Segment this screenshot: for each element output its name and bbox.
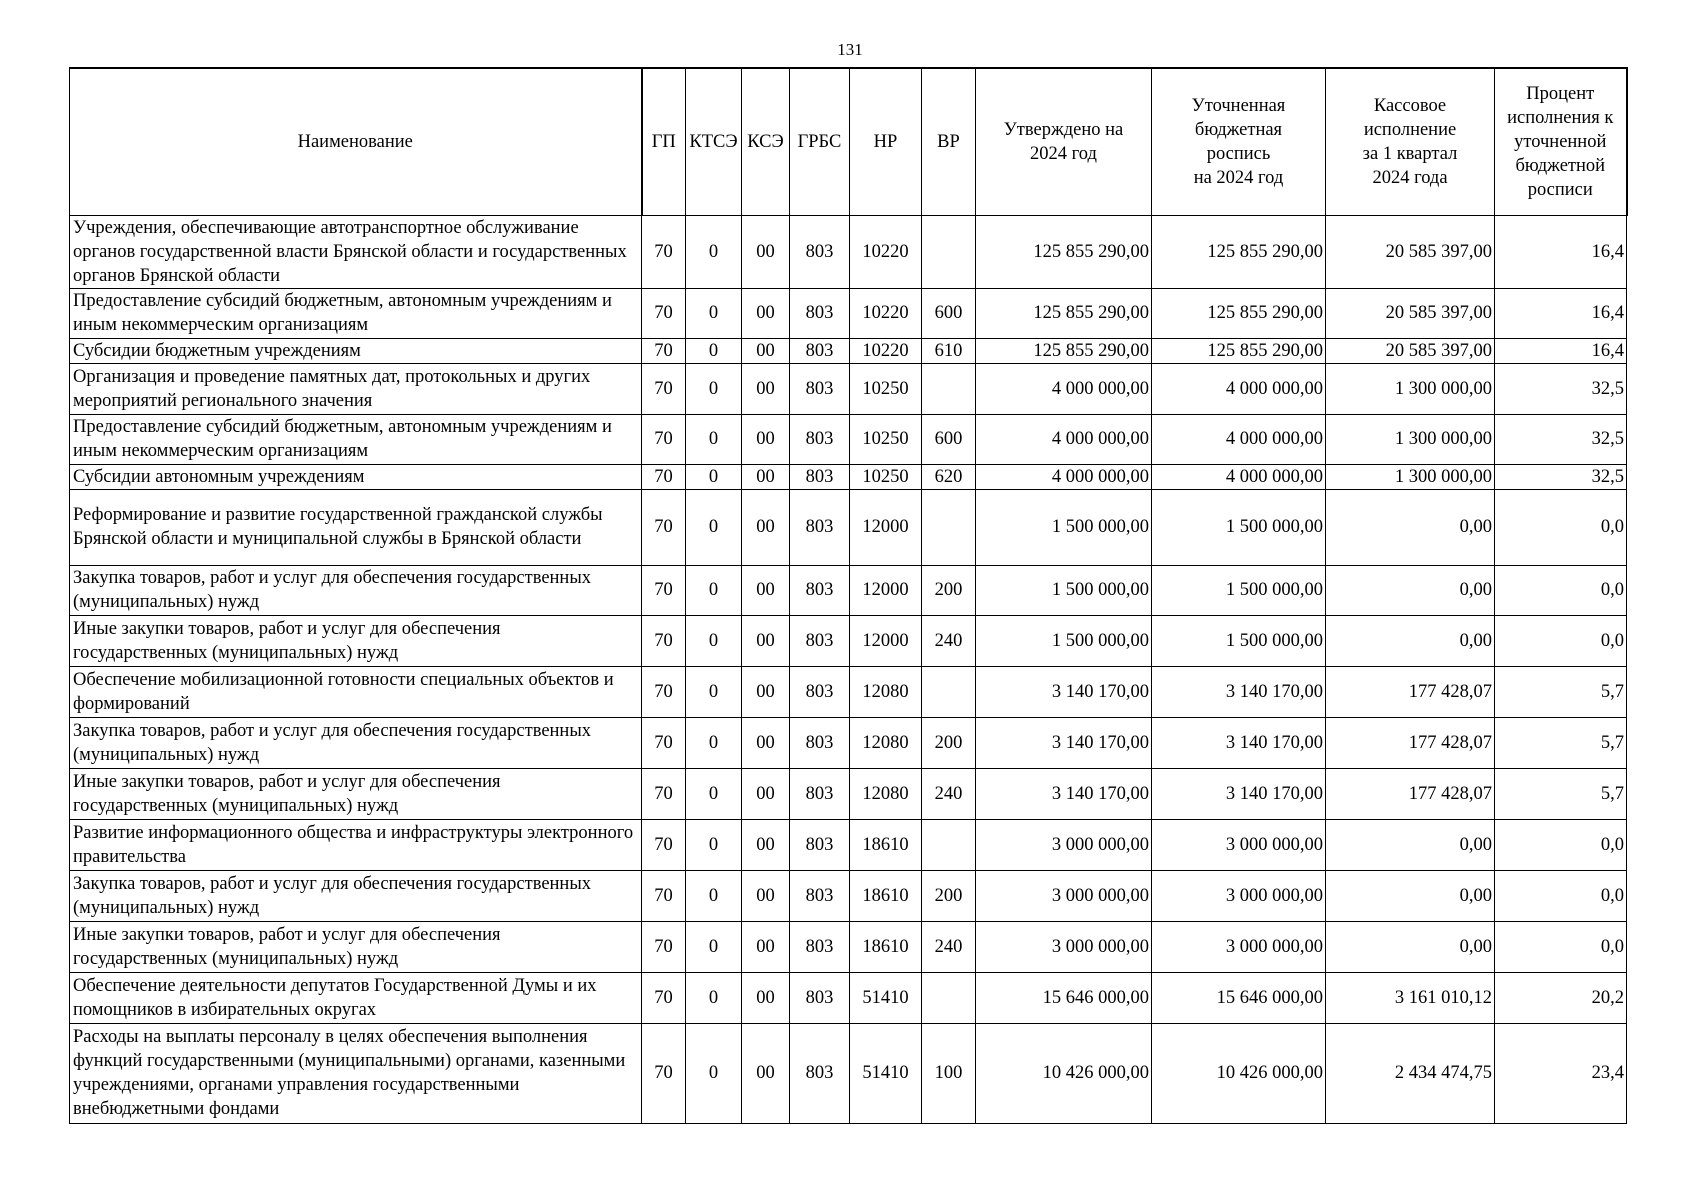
table-row xyxy=(70,666,1627,717)
cell-percent: 32,5 xyxy=(1495,363,1627,414)
table-row xyxy=(70,565,1627,615)
cell-vr xyxy=(922,489,976,565)
cell-np: 51410 xyxy=(850,972,922,1023)
cell-grbs: 803 xyxy=(790,768,850,819)
cell-ktse: 0 xyxy=(686,215,742,288)
cell-vr xyxy=(922,666,976,717)
cell-refined: 125 855 290,00 xyxy=(1152,288,1326,338)
header-vr: ВР xyxy=(922,68,976,215)
cell-kse: 00 xyxy=(742,870,790,921)
header-percent-line: исполнения к xyxy=(1507,107,1614,128)
cell-kse: 00 xyxy=(742,717,790,768)
table-row xyxy=(70,819,1627,870)
cell-vr: 240 xyxy=(922,921,976,972)
cell-kse: 00 xyxy=(742,819,790,870)
table-row xyxy=(70,921,1627,972)
cell-gp: 70 xyxy=(642,1023,686,1123)
header-percent xyxy=(1495,68,1627,215)
cell-grbs: 803 xyxy=(790,464,850,489)
header-refined-line: роспись xyxy=(1206,143,1271,164)
cell-vr xyxy=(922,215,976,288)
table-row xyxy=(70,717,1627,768)
table-row xyxy=(70,489,1627,565)
cell-approved: 10 426 000,00 xyxy=(976,1023,1152,1123)
cell-np: 10220 xyxy=(850,338,922,363)
cell-cash: 1 300 000,00 xyxy=(1326,414,1495,464)
cell-ktse: 0 xyxy=(686,768,742,819)
cell-refined: 3 140 170,00 xyxy=(1152,717,1326,768)
table-row xyxy=(70,363,1627,414)
cell-vr xyxy=(922,819,976,870)
table-row xyxy=(70,338,1627,363)
cell-grbs: 803 xyxy=(790,489,850,565)
cell-cash: 0,00 xyxy=(1326,921,1495,972)
cell-refined: 4 000 000,00 xyxy=(1152,464,1326,489)
cell-grbs: 803 xyxy=(790,1023,850,1123)
cell-approved: 3 140 170,00 xyxy=(976,717,1152,768)
cell-cash: 177 428,07 xyxy=(1326,717,1495,768)
table-row xyxy=(70,414,1627,464)
header-refined-line: на 2024 год xyxy=(1193,167,1284,188)
cell-ktse: 0 xyxy=(686,338,742,363)
cell-name: Развитие информационного общества и инфраструктуры электронного правительства xyxy=(70,819,642,870)
cell-percent: 32,5 xyxy=(1495,464,1627,489)
cell-approved: 4 000 000,00 xyxy=(976,464,1152,489)
cell-percent: 5,7 xyxy=(1495,666,1627,717)
header-percent-line: уточненной xyxy=(1514,131,1607,152)
cell-percent: 0,0 xyxy=(1495,565,1627,615)
cell-ktse: 0 xyxy=(686,565,742,615)
cell-name: Обеспечение деятельности депутатов Государственной Думы и их помощников в избирательных округах xyxy=(70,972,642,1023)
cell-approved: 3 000 000,00 xyxy=(976,921,1152,972)
cell-cash: 20 585 397,00 xyxy=(1326,215,1495,288)
cell-grbs: 803 xyxy=(790,615,850,666)
cell-np: 18610 xyxy=(850,819,922,870)
cell-kse: 00 xyxy=(742,666,790,717)
cell-refined: 1 500 000,00 xyxy=(1152,615,1326,666)
table-row xyxy=(70,215,1627,288)
cell-name: Субсидии автономным учреждениям xyxy=(70,464,642,489)
header-approved-line: Утверждено на xyxy=(1003,119,1124,140)
cell-approved: 3 140 170,00 xyxy=(976,666,1152,717)
cell-cash: 0,00 xyxy=(1326,565,1495,615)
cell-grbs: 803 xyxy=(790,363,850,414)
cell-grbs: 803 xyxy=(790,870,850,921)
cell-name: Организация и проведение памятных дат, протокольных и других мероприятий регионального значения xyxy=(70,363,642,414)
table-row xyxy=(70,972,1627,1023)
header-percent-line: Процент xyxy=(1526,83,1595,104)
cell-kse: 00 xyxy=(742,921,790,972)
cell-kse: 00 xyxy=(742,215,790,288)
cell-approved: 4 000 000,00 xyxy=(976,363,1152,414)
cell-gp: 70 xyxy=(642,666,686,717)
cell-np: 18610 xyxy=(850,921,922,972)
cell-gp: 70 xyxy=(642,414,686,464)
cell-percent: 5,7 xyxy=(1495,717,1627,768)
cell-vr xyxy=(922,363,976,414)
cell-name: Иные закупки товаров, работ и услуг для обеспечения государственных (муниципальных) нужд xyxy=(70,615,642,666)
cell-refined: 4 000 000,00 xyxy=(1152,363,1326,414)
cell-gp: 70 xyxy=(642,215,686,288)
header-approved-line: 2024 год xyxy=(1030,143,1097,164)
cell-kse: 00 xyxy=(742,768,790,819)
cell-grbs: 803 xyxy=(790,288,850,338)
cell-vr: 600 xyxy=(922,288,976,338)
table-row xyxy=(70,464,1627,489)
cell-grbs: 803 xyxy=(790,565,850,615)
cell-np: 10250 xyxy=(850,414,922,464)
cell-cash: 0,00 xyxy=(1326,819,1495,870)
cell-cash: 0,00 xyxy=(1326,615,1495,666)
cell-percent: 16,4 xyxy=(1495,288,1627,338)
cell-np: 10220 xyxy=(850,215,922,288)
cell-np: 12000 xyxy=(850,565,922,615)
cell-percent: 16,4 xyxy=(1495,215,1627,288)
cell-refined: 3 000 000,00 xyxy=(1152,819,1326,870)
cell-percent: 20,2 xyxy=(1495,972,1627,1023)
cell-grbs: 803 xyxy=(790,215,850,288)
cell-ktse: 0 xyxy=(686,1023,742,1123)
budget-table xyxy=(69,67,1628,1124)
cell-refined: 3 000 000,00 xyxy=(1152,870,1326,921)
cell-ktse: 0 xyxy=(686,288,742,338)
header-cash xyxy=(1326,68,1495,215)
cell-refined: 10 426 000,00 xyxy=(1152,1023,1326,1123)
header-refined-line: бюджетная xyxy=(1194,119,1283,140)
cell-name: Предоставление субсидий бюджетным, автономным учреждениям и иным некоммерческим организациям xyxy=(70,288,642,338)
cell-approved: 125 855 290,00 xyxy=(976,338,1152,363)
cell-vr: 200 xyxy=(922,717,976,768)
table-row xyxy=(70,1023,1627,1123)
cell-grbs: 803 xyxy=(790,717,850,768)
cell-name: Реформирование и развитие государственной гражданской службы Брянской области и муниципальной службы в Брянской области xyxy=(70,489,642,565)
header-gp: ГП xyxy=(642,68,686,215)
cell-refined: 1 500 000,00 xyxy=(1152,489,1326,565)
cell-grbs: 803 xyxy=(790,338,850,363)
cell-cash: 177 428,07 xyxy=(1326,666,1495,717)
cell-ktse: 0 xyxy=(686,363,742,414)
cell-kse: 00 xyxy=(742,414,790,464)
cell-approved: 3 140 170,00 xyxy=(976,768,1152,819)
cell-kse: 00 xyxy=(742,615,790,666)
table-row xyxy=(70,615,1627,666)
table-row xyxy=(70,768,1627,819)
cell-gp: 70 xyxy=(642,870,686,921)
cell-vr: 240 xyxy=(922,768,976,819)
table-row xyxy=(70,870,1627,921)
cell-kse: 00 xyxy=(742,288,790,338)
cell-percent: 0,0 xyxy=(1495,819,1627,870)
cell-kse: 00 xyxy=(742,565,790,615)
cell-kse: 00 xyxy=(742,1023,790,1123)
cell-cash: 177 428,07 xyxy=(1326,768,1495,819)
header-cash-line: за 1 квартал xyxy=(1362,143,1458,164)
cell-vr: 100 xyxy=(922,1023,976,1123)
cell-gp: 70 xyxy=(642,288,686,338)
cell-kse: 00 xyxy=(742,464,790,489)
cell-approved: 125 855 290,00 xyxy=(976,288,1152,338)
table-row xyxy=(70,288,1627,338)
cell-cash: 0,00 xyxy=(1326,870,1495,921)
cell-ktse: 0 xyxy=(686,870,742,921)
cell-gp: 70 xyxy=(642,363,686,414)
cell-cash: 20 585 397,00 xyxy=(1326,288,1495,338)
cell-kse: 00 xyxy=(742,972,790,1023)
cell-np: 18610 xyxy=(850,870,922,921)
cell-refined: 1 500 000,00 xyxy=(1152,565,1326,615)
cell-refined: 125 855 290,00 xyxy=(1152,215,1326,288)
cell-refined: 4 000 000,00 xyxy=(1152,414,1326,464)
cell-gp: 70 xyxy=(642,565,686,615)
cell-approved: 3 000 000,00 xyxy=(976,819,1152,870)
cell-percent: 0,0 xyxy=(1495,870,1627,921)
cell-refined: 3 140 170,00 xyxy=(1152,768,1326,819)
cell-cash: 2 434 474,75 xyxy=(1326,1023,1495,1123)
cell-ktse: 0 xyxy=(686,464,742,489)
cell-percent: 23,4 xyxy=(1495,1023,1627,1123)
page-number: 131 xyxy=(837,40,863,59)
cell-gp: 70 xyxy=(642,464,686,489)
cell-refined: 3 140 170,00 xyxy=(1152,666,1326,717)
cell-name: Расходы на выплаты персоналу в целях обеспечения выполнения функций государственными (муниципальными) органами, казенными учреждениями, органами управления государственными внебюджетными фондами xyxy=(70,1023,642,1123)
cell-ktse: 0 xyxy=(686,921,742,972)
cell-name: Субсидии бюджетным учреждениям xyxy=(70,338,642,363)
cell-gp: 70 xyxy=(642,819,686,870)
cell-vr: 610 xyxy=(922,338,976,363)
cell-gp: 70 xyxy=(642,717,686,768)
cell-grbs: 803 xyxy=(790,921,850,972)
cell-cash: 0,00 xyxy=(1326,489,1495,565)
cell-kse: 00 xyxy=(742,338,790,363)
cell-grbs: 803 xyxy=(790,972,850,1023)
cell-np: 12080 xyxy=(850,666,922,717)
cell-name: Иные закупки товаров, работ и услуг для обеспечения государственных (муниципальных) нужд xyxy=(70,921,642,972)
cell-name: Закупка товаров, работ и услуг для обеспечения государственных (муниципальных) нужд xyxy=(70,565,642,615)
cell-refined: 125 855 290,00 xyxy=(1152,338,1326,363)
cell-grbs: 803 xyxy=(790,819,850,870)
cell-gp: 70 xyxy=(642,489,686,565)
cell-np: 10250 xyxy=(850,464,922,489)
cell-np: 12000 xyxy=(850,489,922,565)
cell-approved: 3 000 000,00 xyxy=(976,870,1152,921)
cell-vr: 600 xyxy=(922,414,976,464)
cell-ktse: 0 xyxy=(686,819,742,870)
cell-grbs: 803 xyxy=(790,666,850,717)
cell-vr xyxy=(922,972,976,1023)
cell-np: 10250 xyxy=(850,363,922,414)
header-cash-line: 2024 года xyxy=(1372,167,1448,188)
cell-percent: 0,0 xyxy=(1495,921,1627,972)
header-np: НР xyxy=(850,68,922,215)
header-kse: КСЭ xyxy=(742,68,790,215)
cell-name: Закупка товаров, работ и услуг для обеспечения государственных (муниципальных) нужд xyxy=(70,870,642,921)
cell-vr: 200 xyxy=(922,565,976,615)
header-grbs: ГРБС xyxy=(790,68,850,215)
cell-refined: 3 000 000,00 xyxy=(1152,921,1326,972)
header-refined-line: Уточненная xyxy=(1191,95,1286,116)
cell-cash: 1 300 000,00 xyxy=(1326,464,1495,489)
cell-approved: 15 646 000,00 xyxy=(976,972,1152,1023)
cell-name: Закупка товаров, работ и услуг для обеспечения государственных (муниципальных) нужд xyxy=(70,717,642,768)
cell-percent: 16,4 xyxy=(1495,338,1627,363)
header-cash-line: Кассовое xyxy=(1373,95,1447,116)
cell-gp: 70 xyxy=(642,921,686,972)
cell-name: Иные закупки товаров, работ и услуг для обеспечения государственных (муниципальных) нужд xyxy=(70,768,642,819)
cell-vr: 240 xyxy=(922,615,976,666)
cell-approved: 1 500 000,00 xyxy=(976,489,1152,565)
header-cash-line: исполнение xyxy=(1363,119,1457,140)
cell-cash: 3 161 010,12 xyxy=(1326,972,1495,1023)
cell-cash: 20 585 397,00 xyxy=(1326,338,1495,363)
cell-vr: 620 xyxy=(922,464,976,489)
cell-approved: 1 500 000,00 xyxy=(976,565,1152,615)
header-percent-line: росписи xyxy=(1527,179,1593,200)
cell-ktse: 0 xyxy=(686,489,742,565)
cell-name: Предоставление субсидий бюджетным, автономным учреждениям и иным некоммерческим организациям xyxy=(70,414,642,464)
cell-ktse: 0 xyxy=(686,972,742,1023)
table-header-row xyxy=(70,68,1627,215)
cell-kse: 00 xyxy=(742,489,790,565)
cell-refined: 15 646 000,00 xyxy=(1152,972,1326,1023)
cell-approved: 125 855 290,00 xyxy=(976,215,1152,288)
cell-ktse: 0 xyxy=(686,414,742,464)
header-percent-line: бюджетной xyxy=(1515,155,1606,176)
cell-np: 12080 xyxy=(850,717,922,768)
cell-name: Учреждения, обеспечивающие автотранспортное обслуживание органов государственной власти Брянской области и государственных органов Брянской области xyxy=(70,215,642,288)
cell-kse: 00 xyxy=(742,363,790,414)
cell-gp: 70 xyxy=(642,768,686,819)
cell-gp: 70 xyxy=(642,972,686,1023)
cell-percent: 0,0 xyxy=(1495,489,1627,565)
cell-gp: 70 xyxy=(642,338,686,363)
header-ktse: КТСЭ xyxy=(686,68,742,215)
cell-ktse: 0 xyxy=(686,615,742,666)
cell-ktse: 0 xyxy=(686,666,742,717)
cell-np: 51410 xyxy=(850,1023,922,1123)
cell-name: Обеспечение мобилизационной готовности специальных объектов и формирований xyxy=(70,666,642,717)
cell-percent: 5,7 xyxy=(1495,768,1627,819)
cell-percent: 0,0 xyxy=(1495,615,1627,666)
cell-approved: 4 000 000,00 xyxy=(976,414,1152,464)
header-name: Наименование xyxy=(70,68,642,215)
cell-np: 12000 xyxy=(850,615,922,666)
header-refined xyxy=(1152,68,1326,215)
cell-percent: 32,5 xyxy=(1495,414,1627,464)
cell-np: 10220 xyxy=(850,288,922,338)
cell-gp: 70 xyxy=(642,615,686,666)
cell-cash: 1 300 000,00 xyxy=(1326,363,1495,414)
cell-grbs: 803 xyxy=(790,414,850,464)
cell-approved: 1 500 000,00 xyxy=(976,615,1152,666)
cell-np: 12080 xyxy=(850,768,922,819)
header-approved xyxy=(976,68,1152,215)
cell-ktse: 0 xyxy=(686,717,742,768)
cell-vr: 200 xyxy=(922,870,976,921)
